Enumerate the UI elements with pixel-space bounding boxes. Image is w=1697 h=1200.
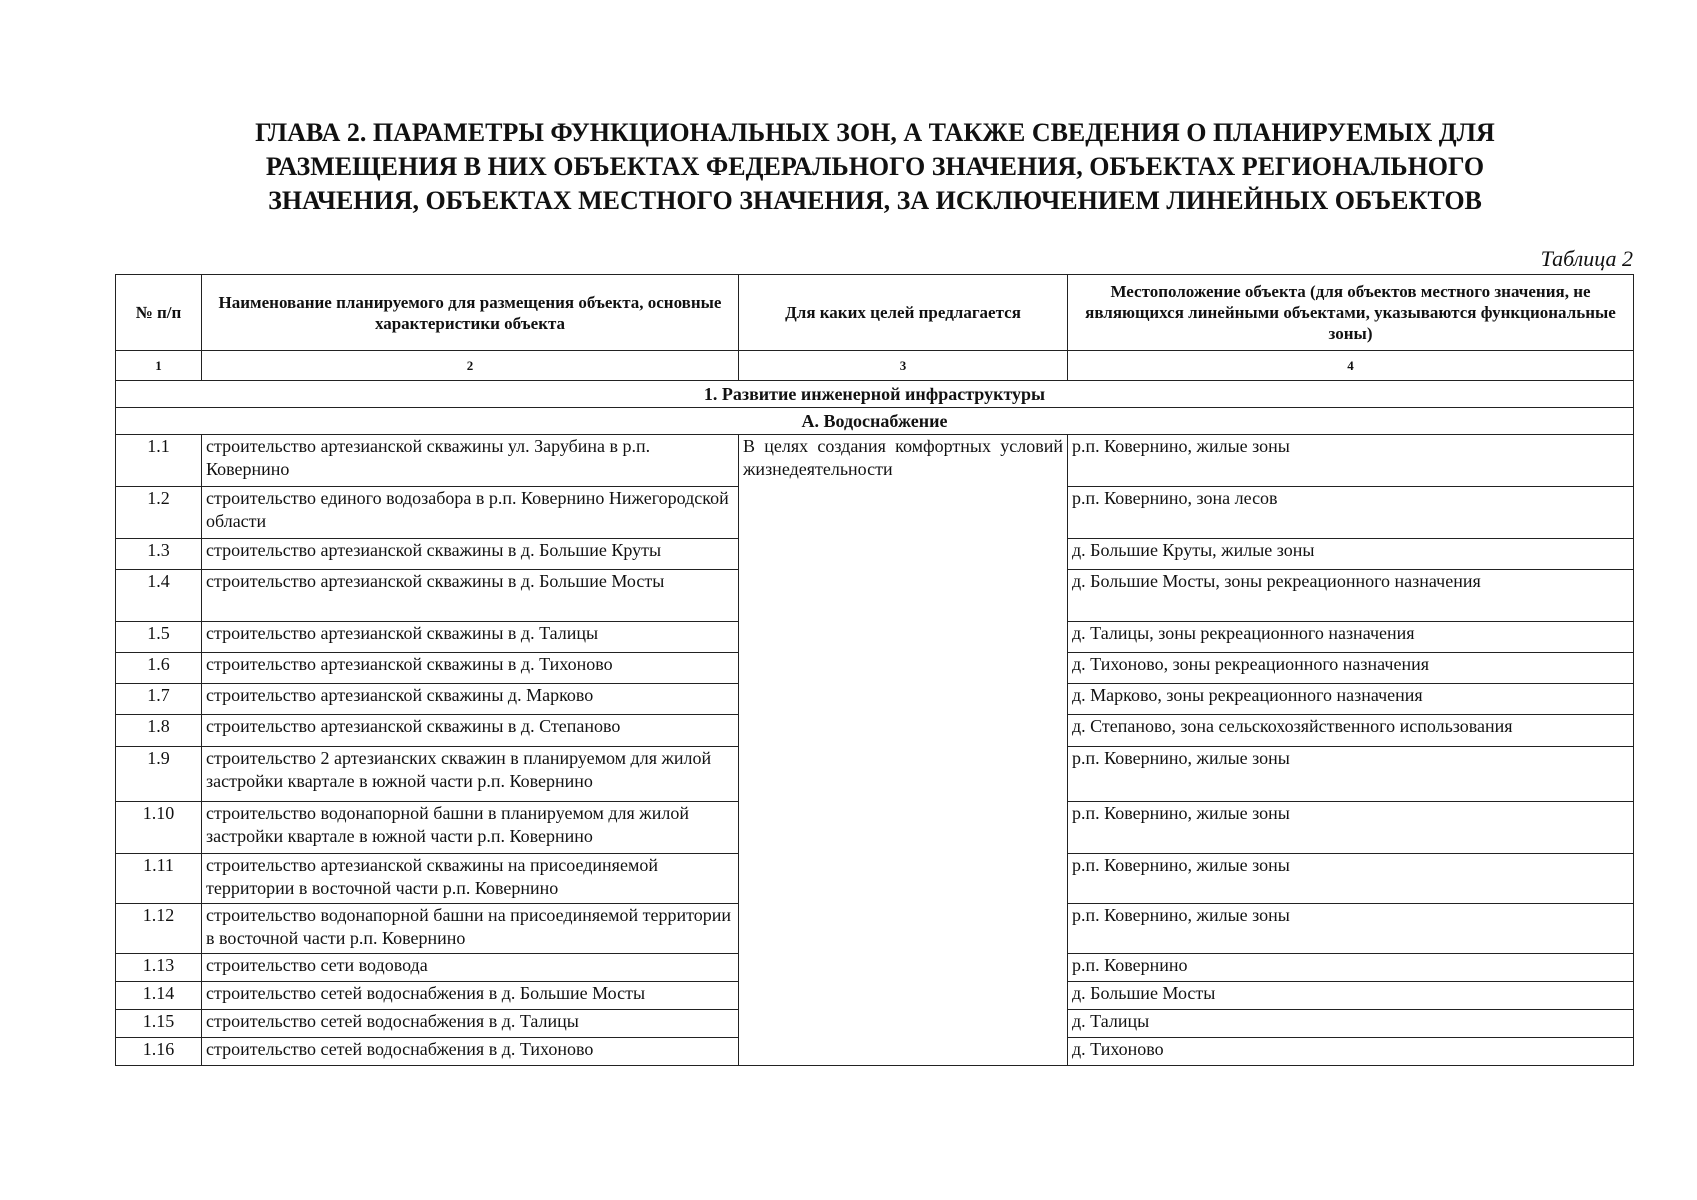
row-number: 1.4 [116,570,202,622]
object-name: строительство сети водовода [202,954,739,982]
object-name: строительство артезианской скважины в д. Степаново [202,715,739,747]
column-number-1: 1 [116,351,202,381]
object-name: строительство артезианской скважины в д. Большие Мосты [202,570,739,622]
object-location: р.п. Ковернино [1068,954,1634,982]
header-purpose: Для каких целей предлагается [739,275,1068,351]
object-location: д. Тихоново [1068,1038,1634,1066]
object-name: строительство артезианской скважины в д. Талицы [202,622,739,653]
chapter-heading-line-3: ЗНАЧЕНИЯ, ОБЪЕКТАХ МЕСТНОГО ЗНАЧЕНИЯ, ЗА ИСКЛЮЧЕНИЕМ ЛИНЕЙНЫХ ОБЪЕКТОВ [268,186,1482,215]
object-name: строительство артезианской скважины ул. Зарубина в р.п. Ковернино [202,435,739,487]
object-name: строительство артезианской скважины на присоединяемой территории в восточной части р.п. Ковернино [202,854,739,904]
row-number: 1.8 [116,715,202,747]
object-name: строительство сетей водоснабжения в д. Талицы [202,1010,739,1038]
object-location: р.п. Ковернино, жилые зоны [1068,747,1634,802]
header-name: Наименование планируемого для размещения объекта, основные характеристики объекта [202,275,739,351]
row-number: 1.6 [116,653,202,684]
row-number: 1.7 [116,684,202,715]
object-location: д. Степаново, зона сельскохозяйственного использования [1068,715,1634,747]
subsection-row [116,408,1634,435]
object-name: строительство водонапорной башни в планируемом для жилой застройки квартале в южной части р.п. Ковернино [202,802,739,854]
object-location: д. Тихоново, зоны рекреационного назначения [1068,653,1634,684]
object-name: строительство артезианской скважины в д. Большие Круты [202,539,739,570]
row-number: 1.1 [116,435,202,487]
object-name: строительство водонапорной башни на присоединяемой территории в восточной части р.п. Ковернино [202,904,739,954]
object-location: р.п. Ковернино, жилые зоны [1068,802,1634,854]
object-name: строительство артезианской скважины в д. Тихоново [202,653,739,684]
chapter-heading-line-1: ГЛАВА 2. ПАРАМЕТРЫ ФУНКЦИОНАЛЬНЫХ ЗОН, А ТАКЖЕ СВЕДЕНИЯ О ПЛАНИРУЕМЫХ ДЛЯ [255,118,1495,147]
section-row [116,381,1634,408]
column-number-row [116,351,1634,381]
object-location: д. Талицы, зоны рекреационного назначения [1068,622,1634,653]
object-location: д. Большие Мосты [1068,982,1634,1010]
row-number: 1.11 [116,854,202,904]
row-number: 1.15 [116,1010,202,1038]
object-location: р.п. Ковернино, жилые зоны [1068,904,1634,954]
row-number: 1.13 [116,954,202,982]
table-caption: Таблица 2 [1540,246,1633,271]
purpose-text: В целях создания комфортных условий жизнедеятельности [743,436,1063,479]
header-location: Местоположение объекта (для объектов местного значения, не являющихся линейными объектами, указываются функциональные зоны) [1068,275,1634,351]
header-row [116,275,1634,351]
row-number: 1.16 [116,1038,202,1066]
object-location: д. Большие Мосты, зоны рекреационного назначения [1068,570,1634,622]
object-name: строительство 2 артезианских скважин в планируемом для жилой застройки квартале в южной части р.п. Ковернино [202,747,739,802]
chapter-heading-line-2: РАЗМЕЩЕНИЯ В НИХ ОБЪЕКТАХ ФЕДЕРАЛЬНОГО ЗНАЧЕНИЯ, ОБЪЕКТАХ РЕГИОНАЛЬНОГО [265,152,1485,181]
column-number-3: 3 [739,351,1068,381]
object-name: строительство сетей водоснабжения в д. Большие Мосты [202,982,739,1010]
row-number: 1.9 [116,747,202,802]
subsection-title: А. Водоснабжение [116,408,1634,435]
row-number: 1.10 [116,802,202,854]
column-number-2: 2 [202,351,739,381]
header-number: № п/п [116,275,202,351]
object-location: д. Марково, зоны рекреационного назначения [1068,684,1634,715]
row-number: 1.12 [116,904,202,954]
object-name: строительство артезианской скважины д. Марково [202,684,739,715]
object-location: р.п. Ковернино, жилые зоны [1068,854,1634,904]
table-row [116,435,1634,487]
row-number: 1.5 [116,622,202,653]
objects-table [115,274,1634,1066]
purpose-cell [739,435,1068,1066]
object-location: д. Талицы [1068,1010,1634,1038]
object-name: строительство сетей водоснабжения в д. Тихоново [202,1038,739,1066]
row-number: 1.14 [116,982,202,1010]
row-number: 1.3 [116,539,202,570]
chapter-heading [140,116,1610,218]
object-location: р.п. Ковернино, зона лесов [1068,487,1634,539]
row-number: 1.2 [116,487,202,539]
section-title: 1. Развитие инженерной инфраструктуры [116,381,1634,408]
object-location: р.п. Ковернино, жилые зоны [1068,435,1634,487]
object-name: строительство единого водозабора в р.п. Ковернино Нижегородской области [202,487,739,539]
column-number-4: 4 [1068,351,1634,381]
object-location: д. Большие Круты, жилые зоны [1068,539,1634,570]
